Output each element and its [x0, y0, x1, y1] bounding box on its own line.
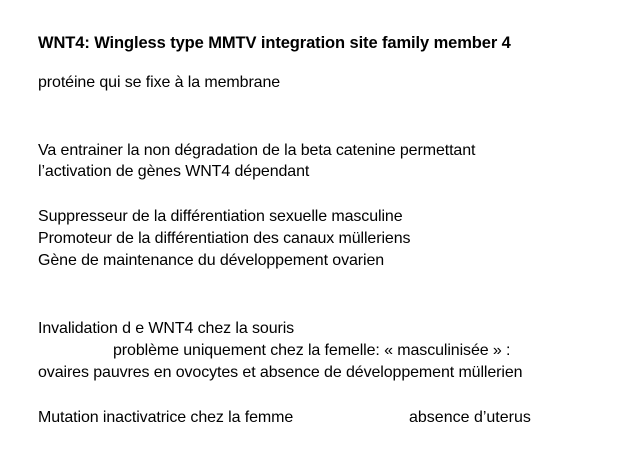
mouse-invalidation-line-1: Invalidation d e WNT4 chez la souris [38, 320, 295, 337]
beta-catenin-line-1: Va entrainer la non dégradation de la beta catenine permettant [38, 142, 476, 159]
slide-title: WNT4: Wingless type MMTV integration site family member 4 [38, 34, 511, 52]
mouse-invalidation-line-3: ovaires pauvres en ovocytes et absence de développement müllerien [38, 364, 523, 381]
function-line-maintenance: Gène de maintenance du développement ovarien [38, 252, 385, 269]
uterus-absence-text: absence d’uterus [409, 409, 531, 426]
function-line-promoter: Promoteur de la différentiation des canaux mülleriens [38, 230, 411, 247]
beta-catenin-line-2: l’activation de gènes WNT4 dépendant [38, 163, 310, 180]
membrane-protein-text: protéine qui se fixe à la membrane [38, 74, 281, 91]
function-line-suppressor: Suppresseur de la différentiation sexuelle masculine [38, 208, 403, 225]
mouse-invalidation-line-2: problème uniquement chez la femelle: « masculinisée » : [113, 342, 511, 359]
mutation-women-text: Mutation inactivatrice chez la femme [38, 409, 294, 426]
